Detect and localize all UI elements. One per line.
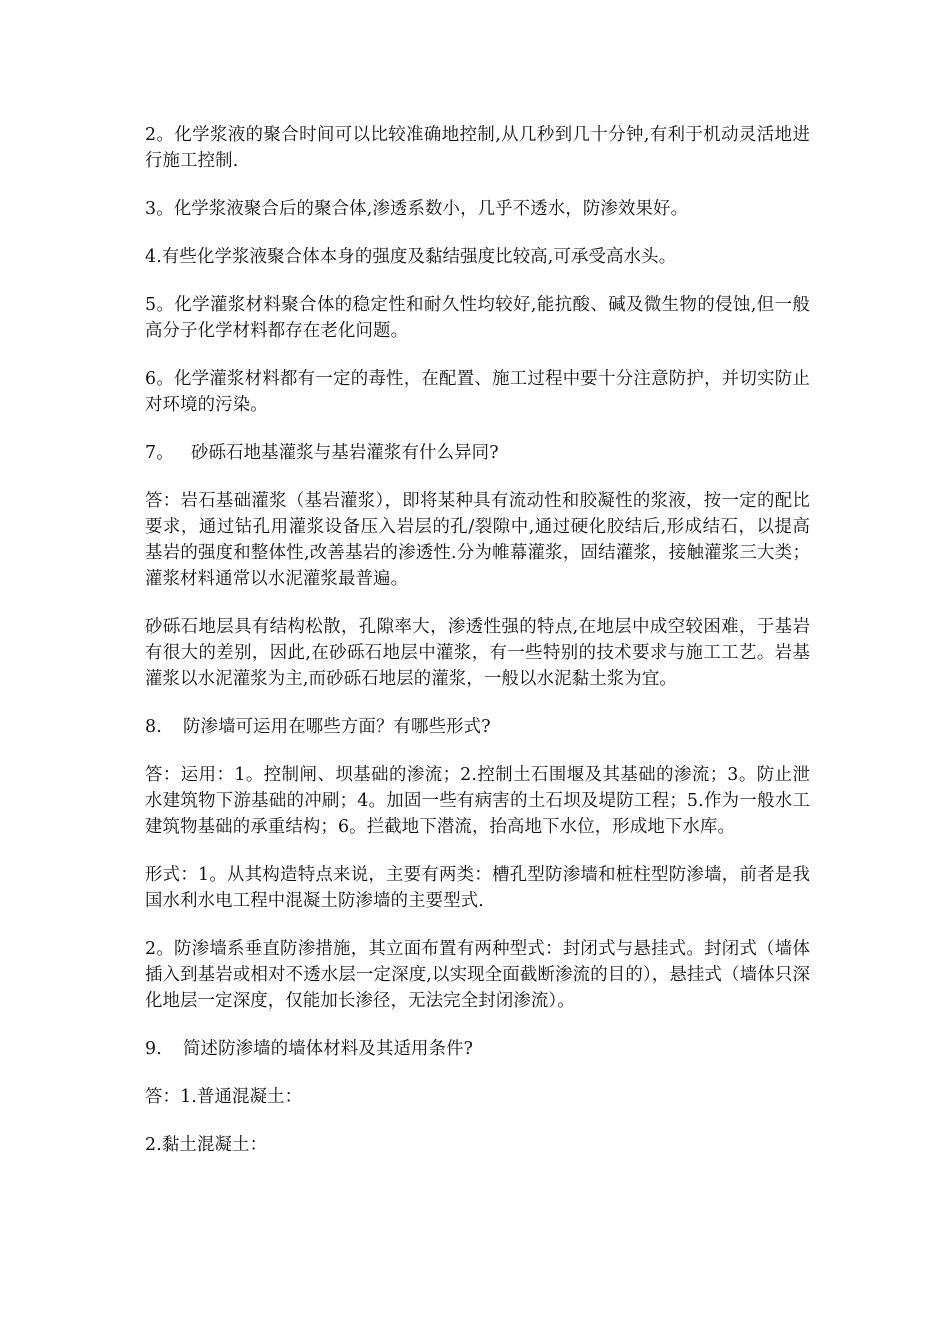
question-7-text: 砂砾石地基灌浆与基岩灌浆有什么异同? (191, 443, 499, 463)
paragraph-chem-grout-3: 3。化学浆液聚合后的聚合体,渗透系数小，几乎不透水，防渗效果好。 (145, 199, 689, 219)
question-8-number: 8. (145, 717, 162, 737)
answer-7-part-1: 答：岩石基础灌浆（基岩灌浆），即将某种具有流动性和胶凝性的浆液，按一定的配比要求，通过钻孔用灌浆设备压入岩层的孔/裂隙中,通过硬化胶结后,形成结石，以提高基岩的强度和整体性,改善基岩的渗透性.分为帷幕灌浆，固结灌浆，接触灌浆三大类；灌浆材料通常以水泥灌浆最普遍。 (145, 491, 810, 589)
paragraph-chem-grout-5: 5。化学灌浆材料聚合体的稳定性和耐久性均较好,能抗酸、碱及微生物的侵蚀,但一般高分子化学材料都存在老化问题。 (145, 295, 810, 341)
question-9-text: 简述防渗墙的墙体材料及其适用条件? (183, 1039, 474, 1059)
question-7-number: 7。 (145, 443, 174, 463)
question-7 (145, 440, 810, 466)
answer-7-part-2: 砂砾石地层具有结构松散，孔隙率大，渗透性强的特点,在地层中成空较困难，于基岩有很大的差别，因此,在砂砾石地层中灌浆，有一些特别的技术要求与施工工艺。岩基灌浆以水泥灌浆为主,而砂砾石地层的灌浆，一般以水泥黏土浆为宜。 (145, 617, 810, 689)
answer-8-part-1: 答：运用：1。控制闸、坝基础的渗流；2.控制土石围堰及其基础的渗流；3。防止泄水建筑物下游基础的冲刷；4。加固一些有病害的土石坝及堤防工程；5.作为一般水工建筑物基础的承重结构；6。拦截地下潜流，抬高地下水位，形成地下水库。 (145, 765, 810, 837)
answer-8-part-3: 2。防渗墙系垂直防渗措施，其立面布置有两种型式：封闭式与悬挂式。封闭式（墙体插入到基岩或相对不透水层一定深度,以实现全面截断渗流的目的），悬挂式（墙体只深化地层一定深度，仅能加长渗径，无法完全封闭渗流）。 (145, 939, 810, 1011)
paragraph-chem-grout-2: 2。化学浆液的聚合时间可以比较准确地控制,从几秒到几十分钟,有利于机动灵活地进行施工控制. (145, 125, 810, 171)
answer-9-part-2: 2.黏土混凝土： (145, 1135, 268, 1155)
question-9-number: 9. (145, 1039, 162, 1059)
question-9 (145, 1036, 810, 1062)
paragraph-chem-grout-6: 6。化学灌浆材料都有一定的毒性，在配置、施工过程中要十分注意防护，并切实防止对环境的污染。 (145, 369, 810, 415)
paragraph-chem-grout-4: 4.有些化学浆液聚合体本身的强度及黏结强度比较高,可承受高水头。 (145, 247, 677, 267)
answer-9-part-1: 答：1.普通混凝土： (145, 1087, 303, 1107)
document-page (145, 122, 810, 1180)
question-8-text: 防渗墙可运用在哪些方面？有哪些形式? (183, 717, 491, 737)
question-8 (145, 714, 810, 740)
answer-8-part-2: 形式：1。从其构造特点来说，主要有两类：槽孔型防渗墙和桩柱型防渗墙，前者是我国水利水电工程中混凝土防渗墙的主要型式. (145, 865, 810, 911)
